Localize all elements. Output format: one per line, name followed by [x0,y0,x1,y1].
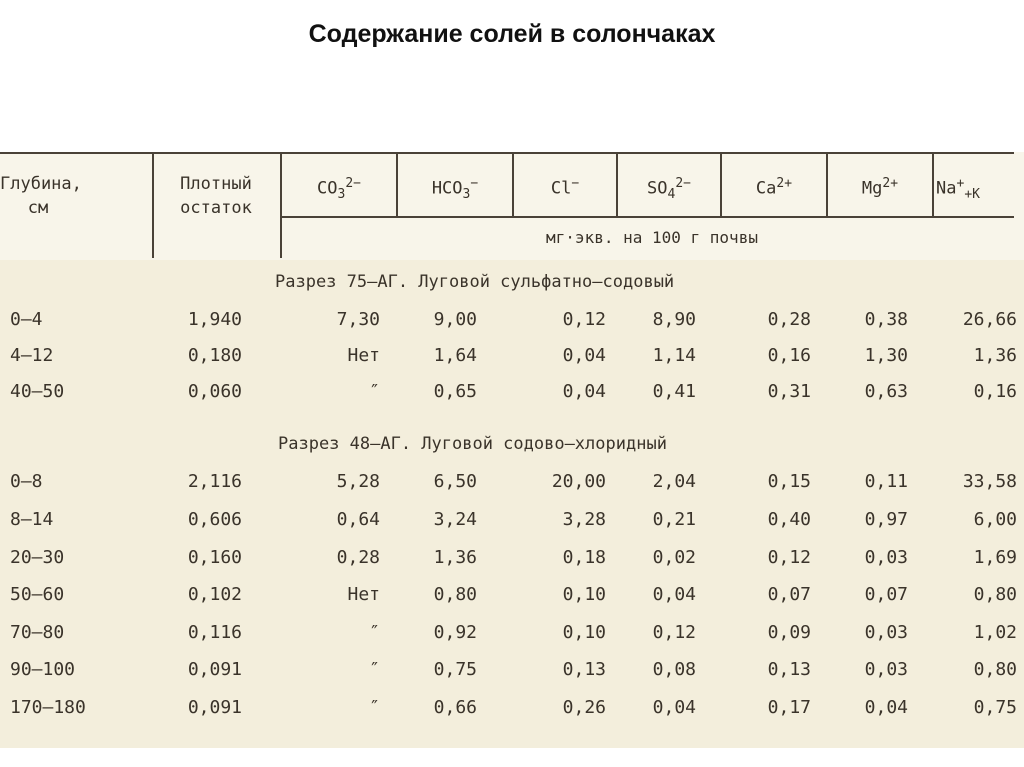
header-ca-base: Ca [755,178,777,199]
cell-na-k: 1,02 [973,622,1017,643]
cell-hco3: 0,80 [433,584,477,605]
cell-na-k: 0,80 [973,584,1017,605]
cell-ca: 0,12 [767,547,811,568]
header-divider [152,152,154,258]
cell-depth: 70–80 [10,622,65,643]
cell-so4: 8,90 [652,309,696,330]
cell-mg: 0,03 [864,622,908,643]
cell-na-k: 26,66 [962,309,1017,330]
cell-depth: 50–60 [10,584,65,605]
cell-residue: 0,091 [187,659,242,680]
header-na-sup: + [956,176,965,191]
cell-cl: 0,13 [562,659,606,680]
cell-cl: 0,10 [562,584,606,605]
table-row [0,540,1024,576]
cell-cl: 0,18 [562,547,606,568]
header-co3-sup: 2− [345,176,361,191]
cell-ca: 0,17 [767,697,811,718]
header-divider [720,152,722,216]
cell-cl: 20,00 [551,471,606,492]
cell-mg: 0,63 [864,381,908,402]
header-residue [156,172,276,220]
header-co3 [284,172,394,207]
cell-co3: Нет [347,584,380,605]
cell-hco3: 0,65 [433,381,477,402]
cell-depth: 40–50 [10,381,65,402]
cell-so4: 0,08 [652,659,696,680]
cell-depth: 0–4 [10,309,43,330]
cell-cl: 3,28 [562,509,606,530]
cell-residue: 0,116 [187,622,242,643]
cell-depth: 4–12 [10,345,54,366]
cell-co3: ″ [369,659,380,680]
cell-mg: 0,04 [864,697,908,718]
header-mg [830,172,930,201]
cell-hco3: 1,64 [433,345,477,366]
header-divider [932,152,934,216]
cell-co3: ″ [369,697,380,718]
cell-ca: 0,31 [767,381,811,402]
cell-ca: 0,28 [767,309,811,330]
table-row [0,374,1024,410]
header-na-k [936,172,1022,207]
cell-ca: 0,16 [767,345,811,366]
cell-hco3: 9,00 [433,309,477,330]
cell-ca: 0,13 [767,659,811,680]
header-mg-base: Mg [861,178,883,199]
header-divider [512,152,514,216]
header-residue-line1: Плотный [180,174,252,194]
cell-na-k: 1,36 [973,345,1017,366]
slide-title: Содержание солей в солончаках [308,20,716,48]
cell-hco3: 6,50 [433,471,477,492]
cell-residue: 0,091 [187,697,242,718]
cell-depth: 20–30 [10,547,65,568]
cell-so4: 0,21 [652,509,696,530]
cell-na-k: 33,58 [962,471,1017,492]
table-row [0,338,1024,374]
unit-label: мг·экв. на 100 г почвы [546,228,758,247]
cell-residue: 2,116 [187,471,242,492]
cell-depth: 0–8 [10,471,43,492]
table-row [0,690,1024,726]
table-header [0,152,1024,260]
cell-na-k: 0,16 [973,381,1017,402]
cell-cl: 0,26 [562,697,606,718]
header-na-tail: +K [964,187,980,203]
header-cl [516,172,614,201]
table-row [0,464,1024,500]
cell-depth: 8–14 [10,509,54,530]
header-divider [616,152,618,216]
section-title: Разрез 48–АГ. Луговой содово–хлоридный [278,434,667,454]
header-so4 [620,172,718,207]
header-hco3 [400,172,510,207]
header-ca-sup: 2+ [776,176,793,191]
header-depth-line1: Глубина, [0,174,82,194]
table-row [0,652,1024,688]
cell-residue: 0,160 [187,547,242,568]
header-ca [724,172,824,201]
cell-na-k: 1,69 [973,547,1017,568]
cell-cl: 0,10 [562,622,606,643]
cell-so4: 0,02 [652,547,696,568]
cell-cl: 0,04 [562,381,606,402]
cell-depth: 90–100 [10,659,76,680]
scanned-table [0,152,1024,748]
table-row [0,615,1024,651]
header-mid-rule [282,216,1014,218]
cell-cl: 0,04 [562,345,606,366]
cell-na-k: 6,00 [973,509,1017,530]
cell-mg: 0,03 [864,547,908,568]
header-depth [0,172,82,220]
header-depth-line2: см [27,198,49,218]
cell-residue: 0,060 [187,381,242,402]
section-title: Разрез 75–АГ. Луговой сульфатно–содовый [275,272,675,292]
cell-so4: 0,04 [652,584,696,605]
table-row [0,577,1024,613]
table-row [0,302,1024,338]
cell-cl: 0,12 [562,309,606,330]
cell-mg: 0,97 [864,509,908,530]
cell-mg: 0,03 [864,659,908,680]
header-divider [396,152,398,216]
cell-co3: 7,30 [336,309,380,330]
header-so4-base: SO [647,178,668,199]
header-so4-sup: 2− [675,176,691,191]
cell-residue: 0,180 [187,345,242,366]
cell-hco3: 1,36 [433,547,477,568]
cell-so4: 0,41 [652,381,696,402]
header-so4-sub: 4 [667,187,676,203]
cell-na-k: 0,75 [973,697,1017,718]
cell-ca: 0,15 [767,471,811,492]
header-co3-sub: 3 [337,187,346,203]
cell-mg: 0,38 [864,309,908,330]
cell-depth: 170–180 [10,697,86,718]
cell-co3: ″ [369,381,380,402]
cell-hco3: 0,92 [433,622,477,643]
cell-so4: 0,04 [652,697,696,718]
cell-co3: 0,28 [336,547,380,568]
cell-so4: 0,12 [652,622,696,643]
header-hco3-sup: − [470,176,479,191]
cell-residue: 0,102 [187,584,242,605]
cell-na-k: 0,80 [973,659,1017,680]
cell-mg: 0,07 [864,584,908,605]
header-hco3-sub: 3 [462,187,471,203]
cell-residue: 0,606 [187,509,242,530]
cell-co3: 5,28 [336,471,380,492]
table-row [0,502,1024,538]
header-cl-sup: − [571,176,580,191]
cell-mg: 1,30 [864,345,908,366]
header-residue-line2: остаток [180,198,252,218]
header-hco3-base: HCO [431,178,463,199]
cell-hco3: 0,75 [433,659,477,680]
cell-co3: 0,64 [336,509,380,530]
cell-mg: 0,11 [864,471,908,492]
cell-ca: 0,40 [767,509,811,530]
cell-co3: ″ [369,622,380,643]
cell-hco3: 0,66 [433,697,477,718]
header-cl-base: Cl [550,178,572,199]
header-divider [826,152,828,216]
cell-so4: 1,14 [652,345,696,366]
cell-co3: Нет [347,345,380,366]
cell-ca: 0,09 [767,622,811,643]
header-na-base: Na [936,178,957,199]
cell-residue: 1,940 [187,309,242,330]
cell-so4: 2,04 [652,471,696,492]
header-co3-base: CO [317,178,338,199]
header-mg-sup: 2+ [882,176,899,191]
cell-ca: 0,07 [767,584,811,605]
cell-hco3: 3,24 [433,509,477,530]
